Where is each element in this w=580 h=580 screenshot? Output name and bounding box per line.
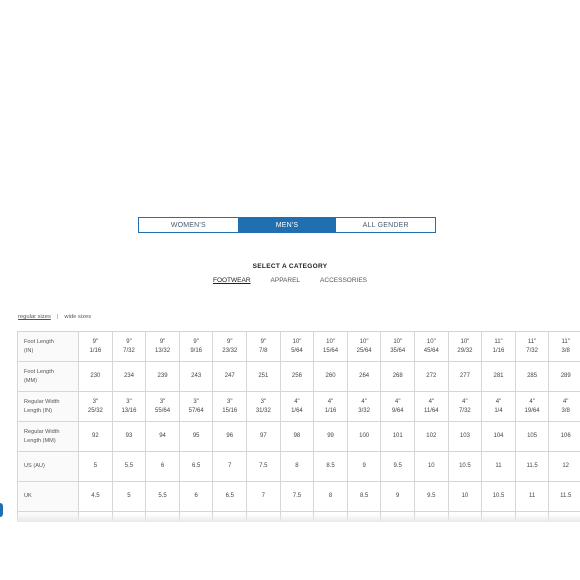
cell-line: 57/64 (188, 407, 204, 414)
cell-line: 103 (459, 433, 470, 439)
cell-line: 3/8 (561, 347, 570, 354)
category-footwear-link[interactable]: FOOTWEAR (212, 277, 251, 284)
cell-line: 256 (291, 373, 302, 379)
cell-line: 1/64 (291, 407, 303, 414)
table-cell (314, 452, 348, 482)
table-cell (146, 362, 180, 392)
table-cell (381, 482, 415, 512)
cell-line: 6 (160, 463, 165, 469)
cell-line: 98 (293, 433, 301, 439)
cell-line: 3" (193, 398, 199, 405)
table-cell (448, 482, 482, 512)
row-header-line: UK (24, 493, 32, 499)
table-cell (515, 452, 549, 482)
cell-line: 10 (427, 463, 435, 469)
cell-line: 8 (295, 463, 299, 469)
cell-line: 4" (294, 398, 300, 405)
table-cell (79, 392, 113, 422)
cell-line: 6 (194, 493, 198, 499)
table-cell (549, 482, 580, 512)
table-cell (549, 392, 580, 422)
cell-line: 4" (327, 398, 334, 405)
cell-line: 15/16 (222, 407, 238, 414)
table-cell (280, 422, 314, 452)
table-cell (314, 482, 348, 512)
table-cell (213, 422, 247, 452)
table-cell (347, 422, 381, 452)
table-cell (415, 362, 449, 392)
row-header (18, 332, 79, 362)
table-cell (415, 332, 449, 362)
table-cell (515, 332, 549, 362)
cell-line: 243 (191, 373, 202, 379)
table-cell (515, 482, 549, 512)
table-cell (448, 362, 482, 392)
table-cell (314, 332, 348, 362)
cell-line: 10" (393, 338, 403, 345)
cell-line: 1/16 (324, 407, 337, 414)
table-cell (549, 362, 580, 392)
cell-line: 4" (529, 398, 535, 405)
row-header-line: Length (MM) (24, 437, 56, 444)
cell-line: 8.5 (359, 493, 369, 499)
cell-line: 3" (159, 398, 166, 405)
cell-line: 7 (261, 493, 266, 499)
table-row (18, 452, 580, 482)
scroll-indicator[interactable] (0, 503, 3, 517)
row-header-line: US (AU) (24, 463, 45, 469)
table-cell (146, 392, 180, 422)
cell-line: 7/32 (123, 347, 135, 354)
table-cell (79, 332, 113, 362)
table-cell (448, 422, 482, 452)
cell-line: 9 (396, 493, 400, 499)
cell-line: 9" (193, 338, 199, 345)
cell-line: 11" (561, 338, 570, 345)
cell-line: 260 (325, 373, 336, 379)
cell-line: 5.5 (124, 463, 134, 469)
table-cell (280, 452, 314, 482)
table-cell (280, 392, 314, 422)
cell-line: 1/16 (89, 347, 102, 354)
table-cell (247, 452, 281, 482)
cell-line: 25/64 (356, 347, 372, 354)
table-cell (381, 422, 415, 452)
table-cell (112, 452, 146, 482)
table-cell (482, 482, 516, 512)
table-cell (415, 422, 449, 452)
cell-line: 4" (562, 398, 569, 405)
cell-line: 92 (92, 433, 99, 439)
cell-line: 7/8 (259, 347, 268, 354)
cell-line: 5/64 (291, 347, 303, 354)
row-header (18, 452, 79, 482)
row-header-line: Foot Length (24, 338, 54, 345)
cell-line: 239 (157, 373, 168, 379)
table-cell (381, 392, 415, 422)
table-cell (347, 452, 381, 482)
cell-line: 35/64 (390, 347, 406, 354)
cell-line: 10" (426, 338, 436, 345)
wide-sizes-link[interactable]: wide sizes (64, 314, 92, 320)
cell-line: 1/16 (492, 347, 505, 354)
table-row (18, 422, 580, 452)
cell-line: 10.5 (492, 493, 505, 499)
cell-line: 106 (560, 433, 571, 439)
cell-line: 4" (462, 398, 468, 405)
cell-line: 100 (359, 433, 370, 439)
cell-line: 1/4 (494, 407, 503, 414)
cell-line: 272 (426, 373, 437, 379)
table-cell (415, 482, 449, 512)
cell-line: 230 (90, 373, 101, 379)
row-header (18, 482, 79, 512)
table-cell (347, 332, 381, 362)
table-cell (146, 482, 180, 512)
table-cell (347, 482, 381, 512)
cell-line: 268 (392, 373, 403, 379)
cell-line: 264 (359, 373, 370, 379)
row-header-line: Regular Width (24, 398, 60, 405)
cell-line: 12 (562, 463, 570, 469)
table-cell (448, 392, 482, 422)
row-header-line: Foot Length (24, 368, 54, 375)
cell-line: 3" (92, 398, 99, 405)
category-apparel-link[interactable]: APPAREL (270, 277, 301, 284)
table-cell (415, 392, 449, 422)
cell-line: 13/32 (155, 347, 171, 354)
cell-line: 105 (527, 433, 538, 439)
cell-line: 289 (560, 373, 571, 379)
cell-line: 10" (326, 338, 335, 345)
row-header-line: Length (IN) (24, 407, 52, 414)
table-cell (280, 482, 314, 512)
cell-line: 11" (494, 338, 503, 345)
table-cell (347, 362, 381, 392)
cell-line: 5.5 (158, 493, 167, 499)
size-chart-scroll-area[interactable] (17, 331, 580, 521)
table-cell (146, 422, 180, 452)
cell-line: 11/64 (424, 407, 439, 414)
cell-line: 3" (260, 398, 267, 405)
cell-line: 251 (258, 373, 269, 379)
table-cell (381, 362, 415, 392)
cell-line: 10.5 (459, 463, 471, 469)
table-cell (280, 362, 314, 392)
table-row (18, 392, 580, 422)
table-bottom-fade (17, 514, 580, 522)
category-accessories-link[interactable]: ACCESSORIES (320, 277, 368, 284)
table-cell (515, 422, 549, 452)
table-cell (515, 392, 549, 422)
table-cell (549, 422, 580, 452)
cell-line: 8 (328, 493, 333, 499)
cell-line: 10" (359, 338, 369, 345)
cell-line: 7.5 (292, 493, 302, 499)
regular-sizes-link[interactable]: regular sizes (18, 314, 51, 320)
row-header (18, 392, 79, 422)
category-nav (0, 277, 580, 284)
table-cell (549, 332, 580, 362)
table-cell (415, 452, 449, 482)
cell-line: 7.5 (259, 463, 268, 469)
cell-line: 15/64 (323, 347, 339, 354)
cell-line: 94 (159, 433, 166, 439)
table-cell (549, 452, 580, 482)
cell-line: 7/32 (526, 347, 538, 354)
table-cell (448, 332, 482, 362)
table-cell (448, 452, 482, 482)
cell-line: 9 (362, 463, 366, 469)
row-header (18, 422, 79, 452)
table-cell (314, 392, 348, 422)
cell-line: 3" (227, 398, 233, 405)
table-cell (179, 452, 213, 482)
table-cell (381, 452, 415, 482)
table-cell (112, 422, 146, 452)
cell-line: 25/32 (87, 407, 103, 414)
table-cell (179, 392, 213, 422)
table-cell (179, 332, 213, 362)
cell-line: 3/8 (561, 407, 570, 414)
table-cell (247, 482, 281, 512)
size-type-toggle (18, 314, 91, 320)
cell-line: 8.5 (326, 463, 335, 469)
select-category-heading: SELECT A CATEGORY (252, 263, 328, 270)
cell-line: 11" (527, 338, 537, 345)
cell-line: 23/32 (222, 347, 238, 354)
cell-line: 9" (260, 338, 267, 345)
cell-line: 234 (123, 373, 134, 379)
cell-line: 10 (461, 493, 469, 499)
table-cell (179, 482, 213, 512)
cell-line: 4" (394, 398, 401, 405)
table-cell (179, 422, 213, 452)
cell-line: 281 (493, 373, 504, 379)
table-row (18, 482, 580, 512)
cell-line: 45/64 (423, 347, 439, 354)
size-type-separator: | (56, 314, 59, 320)
gender-tabs (138, 217, 436, 233)
cell-line: 9" (227, 338, 233, 345)
cell-line: 101 (392, 433, 403, 439)
table-cell (213, 392, 247, 422)
cell-line: 3/32 (358, 407, 370, 414)
table-cell (482, 452, 516, 482)
cell-line: 9" (126, 338, 132, 345)
table-row (18, 362, 580, 392)
row-header-line: (MM) (24, 377, 38, 384)
table-cell (347, 392, 381, 422)
size-chart-table (17, 331, 580, 521)
cell-line: 5 (93, 463, 98, 469)
cell-line: 4" (495, 398, 502, 405)
table-cell (213, 452, 247, 482)
cell-line: 10" (460, 338, 470, 345)
cell-line: 97 (260, 433, 267, 439)
cell-line: 9" (92, 338, 99, 345)
table-cell (213, 332, 247, 362)
row-header (18, 362, 79, 392)
table-cell (146, 332, 180, 362)
table-cell (482, 392, 516, 422)
cell-line: 4" (361, 398, 367, 405)
table-cell (79, 482, 113, 512)
cell-line: 93 (125, 433, 133, 439)
table-cell (314, 362, 348, 392)
cell-line: 99 (327, 433, 334, 439)
cell-line: 4.5 (91, 493, 100, 499)
cell-line: 5 (127, 493, 131, 499)
table-cell (112, 482, 146, 512)
table-cell (247, 422, 281, 452)
table-cell (314, 422, 348, 452)
cell-line: 11.5 (526, 463, 538, 469)
cell-line: 13/16 (121, 407, 137, 414)
cell-line: 55/64 (155, 407, 171, 414)
table-cell (146, 452, 180, 482)
table-row (18, 332, 580, 362)
table-cell (482, 422, 516, 452)
cell-line: 277 (459, 373, 470, 379)
table-cell (482, 332, 516, 362)
cell-line: 96 (226, 433, 234, 439)
cell-line: 11 (495, 463, 502, 469)
table-cell (482, 362, 516, 392)
table-cell (213, 482, 247, 512)
cell-line: 29/32 (457, 347, 473, 354)
table-cell (515, 362, 549, 392)
table-cell (79, 422, 113, 452)
table-cell (213, 362, 247, 392)
tab-all-gender[interactable]: ALL GENDER (362, 221, 409, 229)
table-cell (247, 332, 281, 362)
cell-line: 9/16 (190, 347, 202, 354)
cell-line: 9.5 (427, 493, 436, 499)
table-cell (112, 332, 146, 362)
cell-line: 7 (228, 463, 232, 469)
cell-line: 6.5 (191, 463, 201, 469)
table-cell (112, 392, 146, 422)
cell-line: 4" (428, 398, 435, 405)
cell-line: 9" (159, 338, 166, 345)
cell-line: 6.5 (225, 493, 234, 499)
table-cell (179, 362, 213, 392)
cell-line: 285 (527, 373, 538, 379)
cell-line: 19/64 (524, 407, 540, 414)
cell-line: 3" (126, 398, 132, 405)
table-cell (247, 362, 281, 392)
cell-line: 9.5 (393, 463, 402, 469)
table-cell (79, 362, 113, 392)
table-cell (280, 332, 314, 362)
cell-line: 9/64 (391, 407, 404, 414)
cell-line: 31/32 (255, 407, 271, 414)
tab-mens[interactable]: MEN'S (238, 218, 337, 232)
tab-womens[interactable]: WOMEN'S (170, 221, 206, 229)
cell-line: 7/32 (459, 407, 471, 414)
cell-line: 102 (426, 433, 437, 439)
cell-line: 104 (493, 433, 504, 439)
table-cell (79, 452, 113, 482)
table-cell (381, 332, 415, 362)
cell-line: 247 (224, 373, 235, 379)
cell-line: 95 (192, 433, 200, 439)
row-header-line: Regular Width (24, 428, 60, 435)
table-cell (112, 362, 146, 392)
table-cell (247, 392, 281, 422)
cell-line: 11 (528, 493, 536, 499)
cell-line: 11.5 (560, 493, 572, 499)
row-header-line: (IN) (24, 347, 34, 354)
cell-line: 10" (292, 338, 302, 345)
